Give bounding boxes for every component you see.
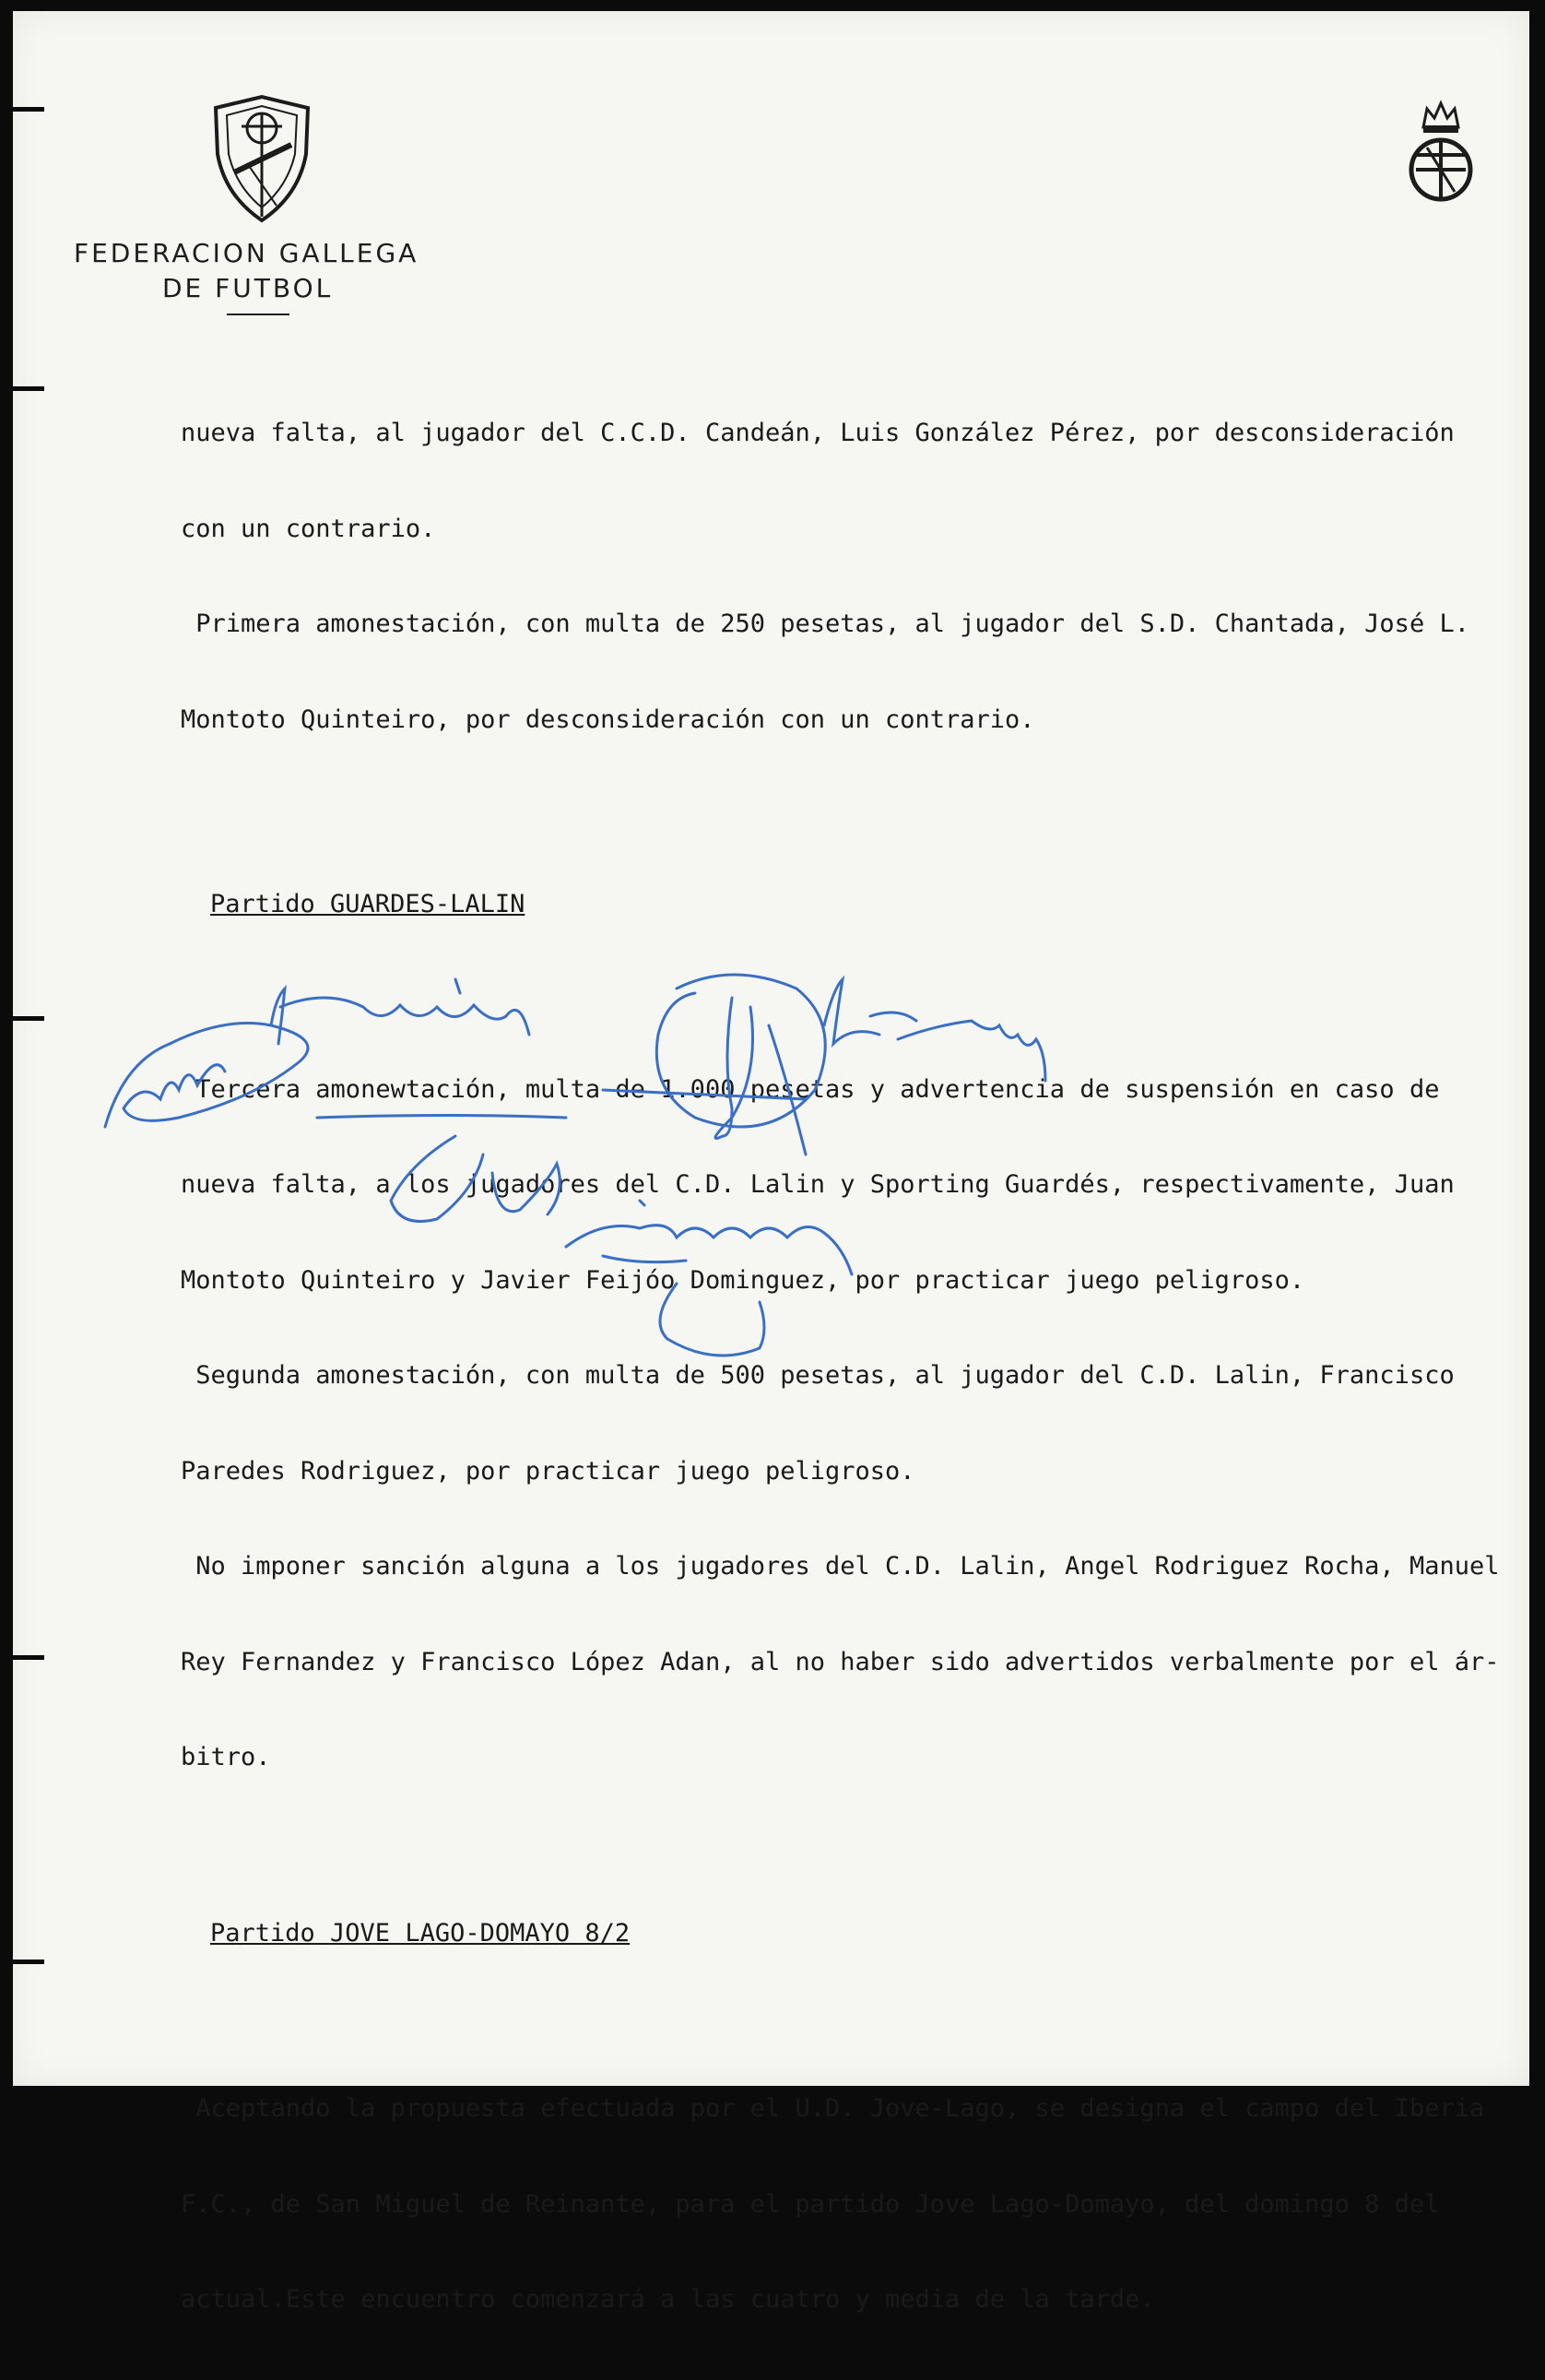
text-line: Paredes Rodriguez, por practicar juego peligroso. [181, 1456, 915, 1486]
text-line: nueva falta, a los jugadores del C.D. Lalin y Sporting Guardés, respectivamente, Juan [181, 1170, 1455, 1199]
text-line: actual.Este encuentro comenzará a las cuatro y media de la tarde. [181, 2285, 1155, 2314]
binding-hole-mark [13, 1960, 44, 1964]
signature-3 [317, 1116, 566, 1222]
section-heading-jove-lago-domayo [181, 1918, 1536, 1950]
text-line: bitro. [181, 1743, 271, 1771]
binding-hole-mark [13, 1016, 44, 1021]
text-line: con un contrario. [181, 514, 436, 543]
text-line: Rey Fernandez y Francisco López Adan, al no haber sido advertidos verbalmente por el ár- [181, 1647, 1500, 1676]
section-heading-guardes-lalin [181, 889, 1536, 921]
signature-1 [105, 1024, 308, 1128]
text-line: Tercera amonewtación, multa de 1.000 pesetas y advertencia de suspensión en caso de [181, 1074, 1440, 1104]
signature-4 [603, 975, 825, 1154]
text-line: No imponer sanción alguna a los jugadores del C.D. Lalin, Angel Rodriguez Rocha, Manuel [181, 1552, 1500, 1581]
text-line: Montoto Quinteiro y Javier Feijóo Dominguez, por practicar juego peligroso. [181, 1265, 1305, 1295]
spanish-federation-crown-emblem-icon [1403, 96, 1479, 205]
text-line: F.C., de San Miguel de Reinante, para el partido Jove Lago-Domayo, del domingo 8 del [181, 2189, 1440, 2219]
signature-5 [824, 979, 1045, 1081]
federation-name [74, 236, 442, 306]
document-page [13, 11, 1529, 2314]
handwritten-signatures-icon [87, 952, 1469, 1376]
galician-federation-crest-icon [206, 89, 317, 228]
binding-hole-mark [13, 1655, 44, 1660]
binding-hole-mark [13, 386, 44, 391]
heading-text: Partido JOVE LAGO-DOMAYO 8/2 [210, 1918, 631, 1948]
letterhead-rule [227, 314, 289, 315]
text-line: Primera amonestación, con multa de 250 pesetas, al jugador del S.D. Chantada, José L. [181, 610, 1469, 638]
federation-name-line2: DE FUTBOL [162, 273, 334, 303]
federation-name-line1: FEDERACION GALLEGA [74, 238, 419, 268]
heading-text: Partido GUARDES-LALIN [210, 890, 525, 918]
text-line: Segunda amonestación, con multa de 500 pesetas, al jugador del C.D. Lalin, Francisco [181, 1361, 1455, 1390]
text-line: Aceptando la propuesta efectuada por el U.D. Jove-Lago, se designa el campo del Iberia [181, 2094, 1485, 2123]
text-line: Montoto Quinteiro, por desconsideración con un contrario. [181, 705, 1035, 734]
signature-2 [271, 979, 529, 1044]
signature-6 [566, 1201, 852, 1356]
binding-hole-mark [13, 107, 44, 112]
text-line: nueva falta, al jugador del C.C.D. Candeán, Luis González Pérez, por desconsideración [181, 419, 1455, 447]
